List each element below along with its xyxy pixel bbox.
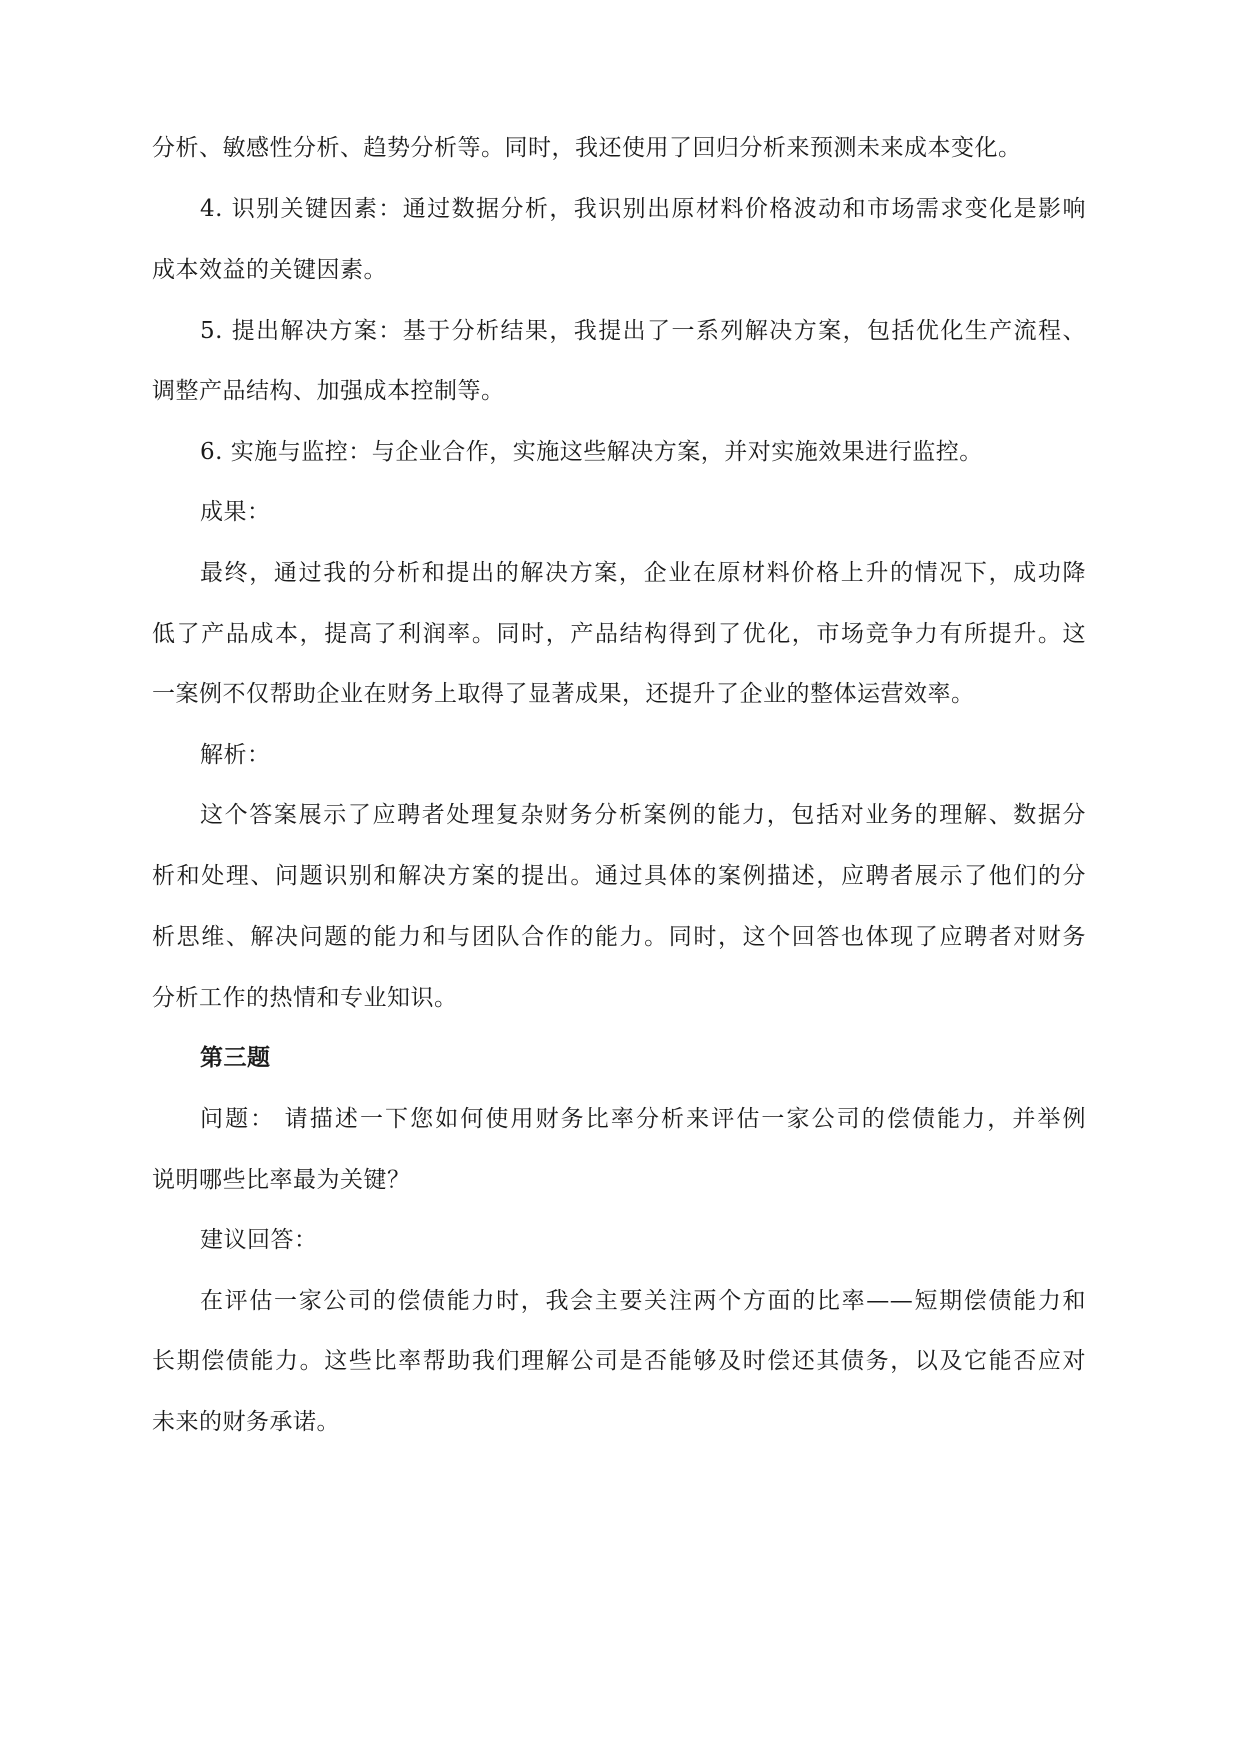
paragraph-line: 调整产品结构、加强成本控制等。 [152, 378, 505, 404]
paragraph-line: 一案例不仅帮助企业在财务上取得了显著成果，还提升了企业的整体运营效率。 [152, 681, 975, 707]
paragraph-line: 4. 识别关键因素：通过数据分析，我识别出原材料价格波动和市场需求变化是影响 [200, 196, 1086, 222]
paragraph-line: 问题： 请描述一下您如何使用财务比率分析来评估一家公司的偿债能力，并举例 [200, 1106, 1086, 1132]
question-heading: 第三题 [200, 1045, 271, 1071]
paragraph-line: 成本效益的关键因素。 [152, 257, 387, 283]
paragraph-line: 长期偿债能力。这些比率帮助我们理解公司是否能够及时偿还其债务，以及它能否应对 [152, 1348, 1086, 1374]
section-label: 解析： [200, 742, 271, 768]
paragraph-line: 分析工作的热情和专业知识。 [152, 985, 458, 1011]
paragraph-line: 分析、敏感性分析、趋势分析等。同时，我还使用了回归分析来预测未来成本变化。 [152, 135, 1022, 161]
paragraph-line: 这个答案展示了应聘者处理复杂财务分析案例的能力，包括对业务的理解、数据分 [200, 802, 1086, 828]
section-label: 建议回答： [200, 1227, 318, 1253]
paragraph-line: 析和处理、问题识别和解决方案的提出。通过具体的案例描述，应聘者展示了他们的分 [152, 863, 1086, 889]
paragraph-line: 6. 实施与监控：与企业合作，实施这些解决方案，并对实施效果进行监控。 [200, 439, 983, 465]
paragraph-line: 5. 提出解决方案：基于分析结果，我提出了一系列解决方案，包括优化生产流程、 [200, 318, 1086, 344]
paragraph-line: 最终，通过我的分析和提出的解决方案，企业在原材料价格上升的情况下，成功降 [200, 560, 1086, 586]
paragraph-line: 析思维、解决问题的能力和与团队合作的能力。同时，这个回答也体现了应聘者对财务 [152, 924, 1086, 950]
paragraph-line: 说明哪些比率最为关键？ [152, 1167, 411, 1193]
section-label: 成果： [200, 499, 271, 525]
paragraph-line: 低了产品成本，提高了利润率。同时，产品结构得到了优化，市场竞争力有所提升。这 [152, 621, 1086, 647]
paragraph-line: 未来的财务承诺。 [152, 1409, 340, 1435]
paragraph-line: 在评估一家公司的偿债能力时，我会主要关注两个方面的比率——短期偿债能力和 [200, 1288, 1086, 1314]
